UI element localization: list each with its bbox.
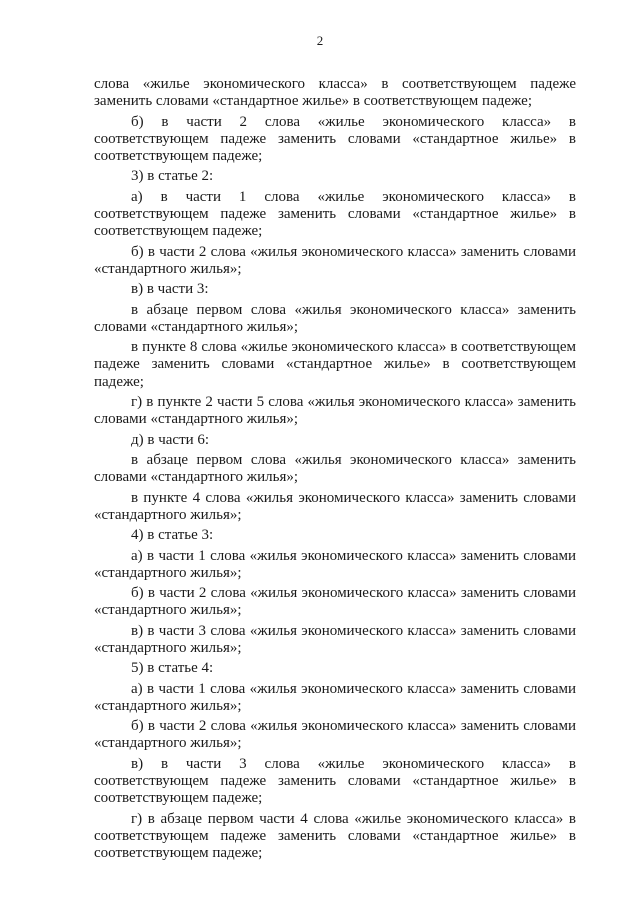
paragraph: в) в части 3 слова «жилья экономического класса» заменить словами «стандартного жилья»;: [94, 622, 576, 656]
paragraph: в пункте 4 слова «жилья экономического класса» заменить словами «стандартного жилья»;: [94, 489, 576, 523]
paragraph: в) в части 3:: [131, 281, 209, 298]
paragraph: б) в части 2 слова «жилья экономического класса» заменить словами «стандартного жилья»;: [94, 585, 576, 619]
paragraph: а) в части 1 слова «жилье экономического класса» в соответствующем падеже заменить словами «стандартное жилье» в соответствующем падеже;: [94, 188, 576, 240]
paragraph: слова «жилье экономического класса» в соответствующем падеже заменить словами «стандартное жилье» в соответствующем падеже;: [94, 76, 576, 110]
paragraph: б) в части 2 слова «жилья экономического класса» заменить словами «стандартного жилья»;: [94, 243, 576, 277]
paragraph: а) в части 1 слова «жилья экономического класса» заменить словами «стандартного жилья»;: [94, 547, 576, 581]
document-body: [94, 76, 576, 865]
paragraph: в) в части 3 слова «жилье экономического класса» в соответствующем падеже заменить словами «стандартное жилье» в соответствующем падеже;: [94, 755, 576, 807]
paragraph: д) в части 6:: [131, 431, 210, 448]
paragraph: в абзаце первом слова «жилья экономического класса» заменить словами «стандартного жилья»;: [94, 451, 576, 486]
paragraph: г) в пункте 2 части 5 слова «жилья экономического класса» заменить словами «стандартного жилья»;: [94, 393, 576, 428]
paragraph: а) в части 1 слова «жилья экономического класса» заменить словами «стандартного жилья»;: [94, 680, 576, 714]
paragraph: б) в части 2 слова «жилье экономического класса» в соответствующем падеже заменить словами «стандартное жилье» в соответствующем падеже;: [94, 113, 576, 164]
paragraph: 5) в статье 4:: [131, 660, 214, 677]
paragraph: в абзаце первом слова «жилья экономического класса» заменить словами «стандартного жилья»;: [94, 301, 576, 335]
paragraph: 3) в статье 2:: [131, 168, 214, 185]
paragraph: в пункте 8 слова «жилье экономического класса» в соответствующем падеже заменить словами «стандартное жилье» в соответствующем падеже;: [94, 339, 576, 390]
paragraph: г) в абзаце первом части 4 слова «жилье экономического класса» в соответствующем падеже заменить словами «стандартное жилье» в соответствующем падеже;: [94, 810, 576, 862]
page-number: 2: [316, 33, 324, 48]
paragraph: б) в части 2 слова «жилья экономического класса» заменить словами «стандартного жилья»;: [94, 718, 576, 752]
paragraph: 4) в статье 3:: [131, 527, 214, 544]
